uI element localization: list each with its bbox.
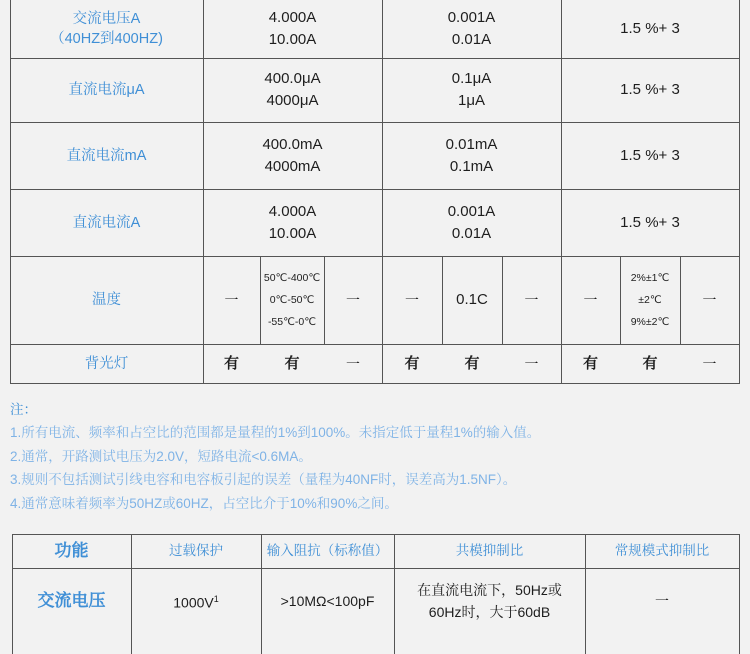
backlight-yes: 有 (464, 354, 480, 372)
backlight-yes: 有 (223, 354, 239, 372)
note-item: 4.通常意味着频率为50HZ或60HZ，占空比介于10%和90%之间。 (10, 495, 398, 511)
row-label-dc-current-ua (10, 58, 203, 122)
resolution-value: 0.001A (447, 202, 496, 220)
temp-range-cell (260, 256, 324, 344)
temp-range-value: 50℃-400℃ (263, 272, 321, 284)
spec-table-current (10, 0, 740, 384)
temp-dash-cell (502, 256, 561, 344)
range-cell (203, 0, 382, 58)
notes-section (10, 398, 740, 515)
dash-value: 一 (655, 593, 669, 609)
temp-dash-cell (680, 256, 739, 344)
range-value: 4000mA (264, 157, 321, 175)
temp-resolution-cell (442, 256, 502, 344)
backlight-yes: 有 (404, 354, 420, 372)
dash-value: 一 (346, 355, 360, 372)
row-label-backlight (10, 344, 203, 383)
temp-accuracy-value: 9%±2℃ (630, 316, 670, 328)
temp-range-value: -55℃-0℃ (267, 316, 317, 328)
header-text: 常规模式抑制比 (614, 543, 710, 558)
col-divider (739, 0, 740, 384)
row-label-temperature (10, 256, 203, 344)
cmrr-value: 60Hz时，大于60dB (428, 604, 551, 620)
temp-resolution-value: 0.1C (456, 291, 488, 308)
header-text: 共模抑制比 (455, 543, 524, 558)
range-value: 4000μA (266, 92, 319, 109)
backlight-yes: 有 (642, 354, 658, 372)
backlight-cell (382, 344, 442, 383)
accuracy-value: 1.5 %+ 3 (620, 146, 680, 164)
backlight-cell (442, 344, 502, 383)
row-label-line: 直流电流A (72, 214, 141, 231)
row-label-ac-voltage (12, 568, 131, 634)
note-item: 2.通常，开路测试电压为2.0V，短路电流<0.6MA。 (10, 448, 312, 464)
temp-accuracy-value: 2%±1℃ (630, 272, 670, 284)
range-value: 400.0mA (262, 135, 323, 153)
header-impedance (261, 534, 394, 568)
header-text: 过载保护 (169, 543, 223, 558)
dash-value: 一 (702, 355, 717, 372)
resolution-cell (382, 58, 561, 122)
accuracy-cell (561, 58, 739, 122)
header-function (12, 534, 131, 568)
row-label-line: 直流电流μA (68, 82, 145, 98)
col-divider (739, 534, 740, 654)
notes-title: 注： (10, 402, 37, 417)
spec-table-input (12, 534, 740, 654)
backlight-cell (502, 344, 561, 383)
overload-value: 1000V (173, 594, 214, 611)
row-label-ac-current-a (10, 0, 203, 58)
overload-cell (131, 568, 261, 634)
row-label-dc-current-ma (10, 122, 203, 189)
backlight-cell (561, 344, 620, 383)
temp-accuracy-value: ±2℃ (638, 294, 662, 306)
impedance-value: >10MΩ<100pF (280, 593, 375, 609)
accuracy-value: 1.5 %+ 3 (620, 81, 680, 98)
row-label-line: 交流电压 (37, 591, 106, 610)
header-nmrr (585, 534, 739, 568)
resolution-value: 0.001A (447, 9, 496, 26)
row-label-line: 交流电压A (72, 11, 141, 27)
note-item: 3.规则不包括测试引线电容和电容板引起的误差（量程为40NF时，误差高为1.5NF）。 (10, 472, 517, 487)
backlight-cell (680, 344, 739, 383)
range-cell (203, 189, 382, 256)
range-value: 4.000A (268, 9, 317, 26)
cmrr-cell (394, 568, 585, 634)
temp-dash-cell (382, 256, 442, 344)
resolution-value: 0.01A (451, 224, 492, 242)
temp-dash-cell (203, 256, 260, 344)
temp-dash-cell (324, 256, 382, 344)
row-label-line: （40HZ到400HZ) (50, 31, 163, 47)
resolution-cell (382, 0, 561, 58)
header-text: 功能 (54, 541, 89, 560)
footnote-marker: 1 (213, 594, 219, 605)
range-value: 400.0μA (264, 70, 321, 87)
dash-value: 一 (224, 292, 239, 308)
accuracy-cell (561, 189, 739, 256)
accuracy-value: 1.5 %+ 3 (620, 20, 680, 37)
dash-value: 一 (346, 292, 360, 308)
accuracy-value: 1.5 %+ 3 (620, 213, 680, 231)
row-label-line: 温度 (92, 292, 121, 308)
row-label-line: 背光灯 (84, 355, 129, 372)
backlight-cell (324, 344, 382, 383)
range-cell (203, 58, 382, 122)
resolution-value: 0.01A (451, 31, 492, 48)
header-overload (131, 534, 261, 568)
resolution-value: 0.01mA (445, 135, 498, 153)
dash-value: 一 (524, 355, 539, 372)
temp-accuracy-cell (620, 256, 680, 344)
impedance-cell (261, 568, 394, 634)
nmrr-cell (585, 568, 739, 634)
row-label-dc-current-a (10, 189, 203, 256)
backlight-yes: 有 (284, 354, 300, 372)
accuracy-cell (561, 122, 739, 189)
dash-value: 一 (524, 292, 539, 308)
range-cell (203, 122, 382, 189)
row-divider (10, 383, 740, 384)
backlight-cell (203, 344, 260, 383)
resolution-value: 1μA (458, 92, 485, 109)
range-value: 10.00A (268, 224, 317, 242)
dash-value: 一 (702, 292, 717, 308)
dash-value: 一 (405, 292, 419, 308)
row-label-line: 直流电流mA (66, 147, 147, 164)
range-value: 10.00A (268, 31, 317, 48)
header-text: 输入阻抗（标称值） (266, 543, 389, 558)
resolution-cell (382, 122, 561, 189)
accuracy-cell (561, 0, 739, 58)
backlight-cell (620, 344, 680, 383)
note-item: 1.所有电流、频率和占空比的范围都是量程的1%到100%。未指定低于量程1%的输入值。 (10, 425, 541, 440)
resolution-cell (382, 189, 561, 256)
cmrr-value: 在直流电流下，50Hz或 (417, 582, 562, 598)
range-value: 4.000A (268, 202, 317, 220)
temp-range-value: 0℃-50℃ (269, 294, 315, 306)
backlight-cell (260, 344, 324, 383)
resolution-value: 0.1μA (451, 70, 492, 87)
dash-value: 一 (583, 292, 598, 308)
resolution-value: 0.1mA (449, 157, 494, 175)
backlight-yes: 有 (582, 354, 598, 372)
header-cmrr (394, 534, 585, 568)
temp-dash-cell (561, 256, 620, 344)
